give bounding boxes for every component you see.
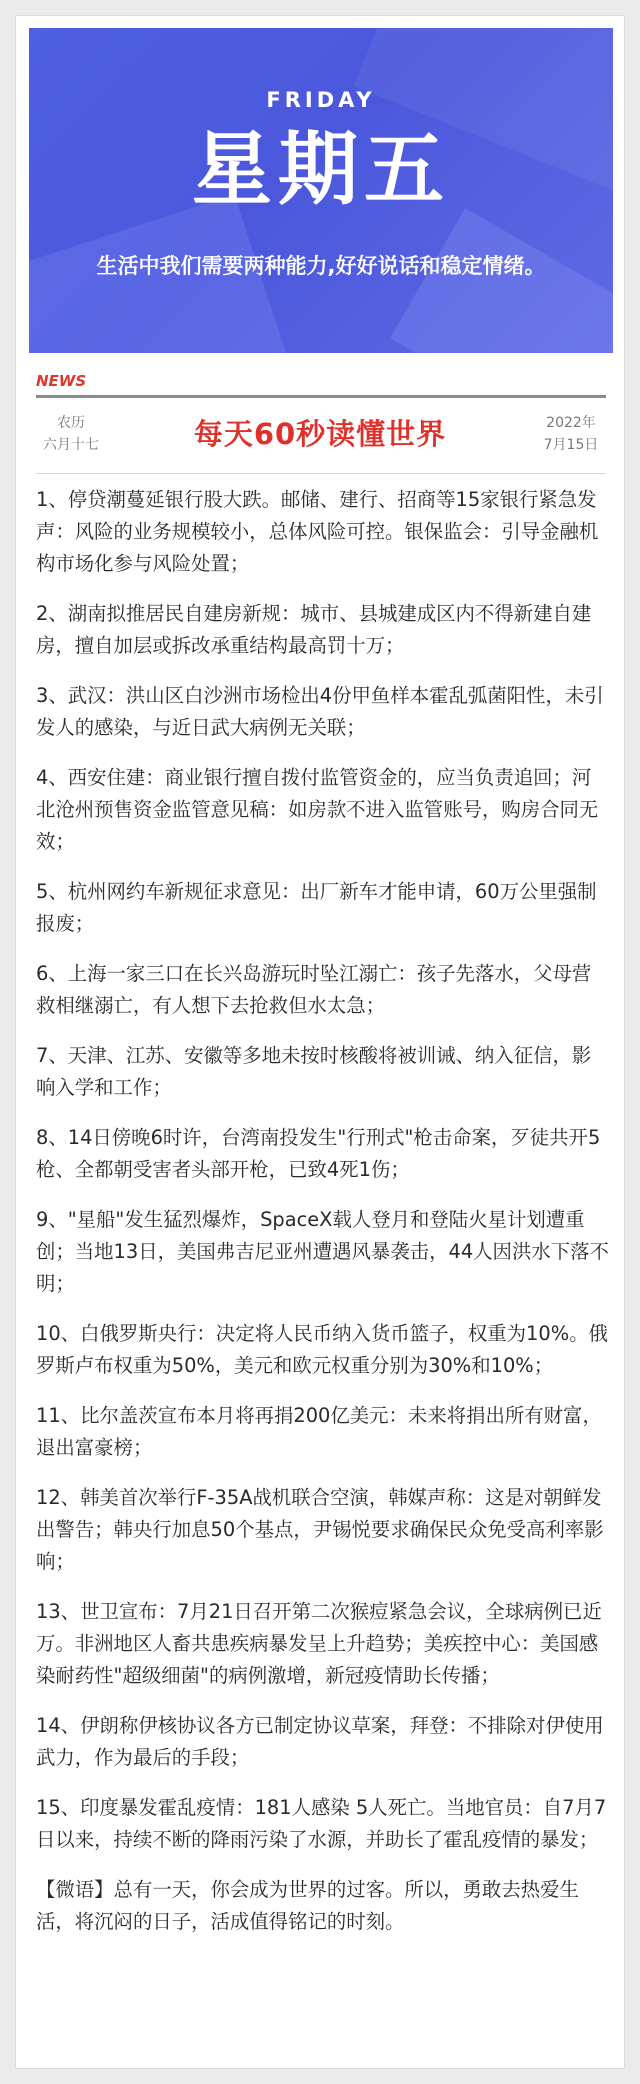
banner-tagline: 生活中我们需要两种能力,好好说话和稳定情绪。 (96, 254, 546, 278)
news-item: 15、印度暴发霍乱疫情：181人感染 5人死亡。当地官员：自7月7日以来，持续不断的降雨污染了水源，并助长了霍乱疫情的暴发； (36, 1796, 607, 1851)
news-item: 10、白俄罗斯央行：决定将人民币纳入货币篮子，权重为10%。俄罗斯卢布权重为50%，美元和欧元权重分别为30%和10%； (36, 1322, 608, 1377)
news-item: 8、14日傍晚6时许，台湾南投发生"行刑式"枪击命案，歹徒共开5枪、全都朝受害者头部开枪，已致4死1伤； (36, 1126, 601, 1181)
news-item: 3、武汉：洪山区白沙洲市场检出4份甲鱼样本霍乱弧菌阳性，未引发人的感染，与近日武大病例无关联； (36, 684, 604, 739)
news-tag: NEWS (36, 372, 87, 390)
date-label: 7月15日 (543, 437, 599, 453)
news-item: 1、停贷潮蔓延银行股大跌。邮储、建行、招商等15家银行紧急发声：风险的业务规模较小，总体风险可控。银保监会：引导金融机构市场化参与风险处置； (36, 488, 599, 575)
banner-day-english: FRIDAY (266, 88, 376, 112)
news-item: 4、西安住建：商业银行擅自拨付监管资金的，应当负责追回；河北沧州预售资金监管意见稿：如房款不进入监管账号，购房合同无效； (36, 766, 599, 853)
banner-decor-shape (390, 208, 613, 353)
news-item: 7、天津、江苏、安徽等多地未按时核酸将被训诫、纳入征信，影响入学和工作； (36, 1044, 592, 1099)
header-divider (36, 473, 606, 474)
lunar-label: 农历 (57, 415, 85, 431)
news-item: 12、韩美首次举行F-35A战机联合空演，韩媒声称：这是对朝鲜发出警告；韩央行加息50个基点，尹锡悦要求确保民众免受高利率影响； (36, 1486, 604, 1573)
news-item: 13、世卫宣布：7月21日召开第二次猴痘紧急会议，全球病例已近万。非洲地区人畜共患疾病暴发呈上升趋势；美疾控中心：美国感染耐药性"超级细菌"的病例激增，新冠疫情助长传播； (36, 1600, 602, 1687)
gregorian-date-block (536, 412, 606, 456)
news-list (36, 476, 610, 1938)
news-item: 14、伊朗称伊核协议各方已制定协议草案，拜登：不排除对伊使用武力，作为最后的手段； (36, 1714, 604, 1769)
banner-day-chinese: 星期五 (192, 123, 450, 216)
news-item: 5、杭州网约车新规征求意见：出厂新车才能申请，60万公里强制报废； (36, 880, 597, 935)
news-card (15, 15, 625, 2069)
lunar-date: 六月十七 (43, 437, 99, 453)
year-label: 2022年 (546, 415, 596, 431)
header-rule (36, 395, 606, 398)
news-item: 11、比尔盖茨宣布本月将再捐200亿美元：未来将捐出所有财富，退出富豪榜； (36, 1404, 602, 1459)
day-banner (29, 28, 613, 353)
news-item: 6、上海一家三口在长兴岛游玩时坠江溺亡：孩子先落水，父母营救相继溺亡，有人想下去抢救但水太急； (36, 962, 592, 1017)
daily-quote: 【微语】总有一天，你会成为世界的过客。所以，勇敢去热爱生活，将沉闷的日子，活成值得铭记的时刻。 (36, 1878, 579, 1933)
news-item: 9、"星船"发生猛烈爆炸，SpaceX载人登月和登陆火星计划遭重创；当地13日，美国弗吉尼亚州遭遇风暴袭击，44人因洪水下落不明； (36, 1208, 609, 1295)
news-item: 2、湖南拟推居民自建房新规：城市、县城建成区内不得新建自建房，擅自加层或拆改承重结构最高罚十万； (36, 602, 592, 657)
page-title: 每天60秒读懂世界 (193, 417, 447, 451)
